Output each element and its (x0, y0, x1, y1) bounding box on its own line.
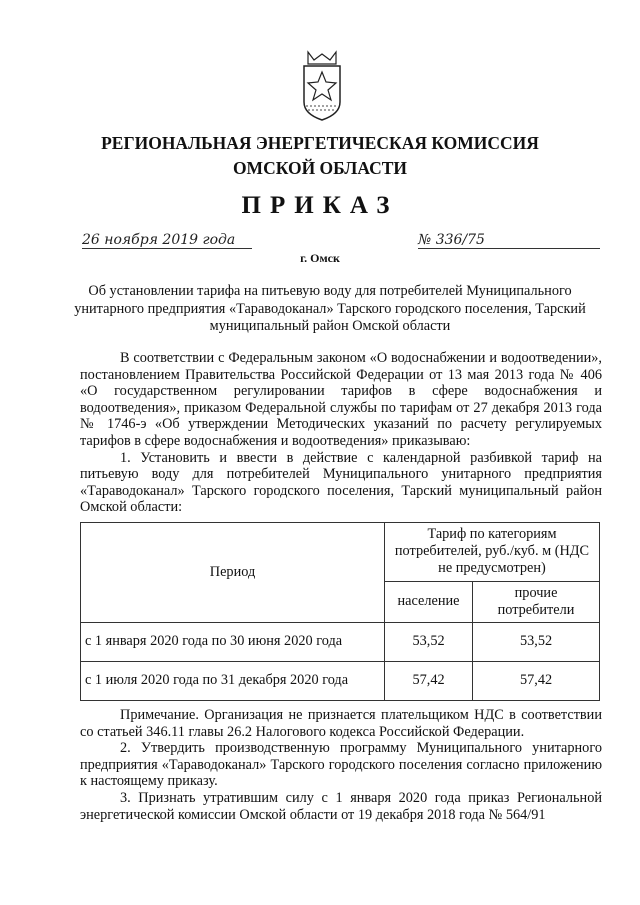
document-subject: Об установлении тарифа на питьевую воду для потребителей Муниципального унитарного предприятия «Тараводоканал» Тарского городского поселения, Тарский муниципальный район Омской области (74, 283, 586, 334)
org-name-line2: ОМСКОЙ ОБЛАСТИ (232, 158, 408, 178)
period-cell: с 1 июля 2020 года по 31 декабря 2020 года (81, 661, 385, 700)
item-2-paragraph: 2. Утвердить производственную программу Муниципального унитарного предприятия «Тараводоканал» Тарского городского поселения согласно приложению к настоящему приказу. (80, 740, 602, 790)
population-cell: 53,52 (385, 622, 473, 661)
header-tariff: Тариф по категориям потребителей, руб./куб. м (НДС не предусмотрен) (385, 522, 600, 581)
note-paragraph: Примечание. Организация не признается плательщиком НДС в соответствии со статьей 346.11 главы 26.2 Налогового кодекса Российской Федерации. (80, 706, 602, 740)
tariff-table (80, 522, 600, 701)
other-cell: 53,52 (473, 622, 600, 661)
city: г. Омск (300, 251, 340, 265)
population-cell: 57,42 (385, 661, 473, 700)
item-3-paragraph: 3. Признать утратившим силу с 1 января 2020 года приказ Региональной энергетической комиссии Омской области от 19 декабря 2018 года № 564/91 (80, 789, 602, 823)
document-number: № 336/75 (418, 232, 600, 249)
header-other: прочие потребители (473, 581, 600, 622)
preamble-paragraph: В соответствии с Федеральным законом «О водоснабжении и водоотведении», постановлением Правительства Российской Федерации от 13 мая 2013 года № 406 «О государственном регулировании тарифов в сфере водоснабжения и водоотведения», приказом Федеральной службы по тарифам от 27 декабря 2013 года № 1746-э «Об утверждении Методических указаний по расчету регулируемых тарифов в сфере водоснабжения и водоотведения» приказываю: (80, 350, 602, 449)
coat-of-arms-emblem (300, 50, 344, 122)
org-name-line1: РЕГИОНАЛЬНАЯ ЭНЕРГЕТИЧЕСКАЯ КОМИССИЯ (101, 133, 539, 153)
table-row (81, 622, 600, 661)
item-1-paragraph: 1. Установить и ввести в действие с календарной разбивкой тариф на питьевую воду для потребителей Муниципального унитарного предприятия «Тараводоканал» Тарского городского поселения, Тарский муниципальный район Омской области: (80, 449, 602, 516)
table-row (81, 661, 600, 700)
document-type: ПРИКАЗ (241, 192, 399, 219)
header-population: население (385, 581, 473, 622)
header-period: Период (81, 522, 385, 622)
period-cell: с 1 января 2020 года по 30 июня 2020 года (81, 622, 385, 661)
document-body (80, 350, 602, 823)
other-cell: 57,42 (473, 661, 600, 700)
document-date: 26 ноября 2019 года (82, 232, 252, 249)
